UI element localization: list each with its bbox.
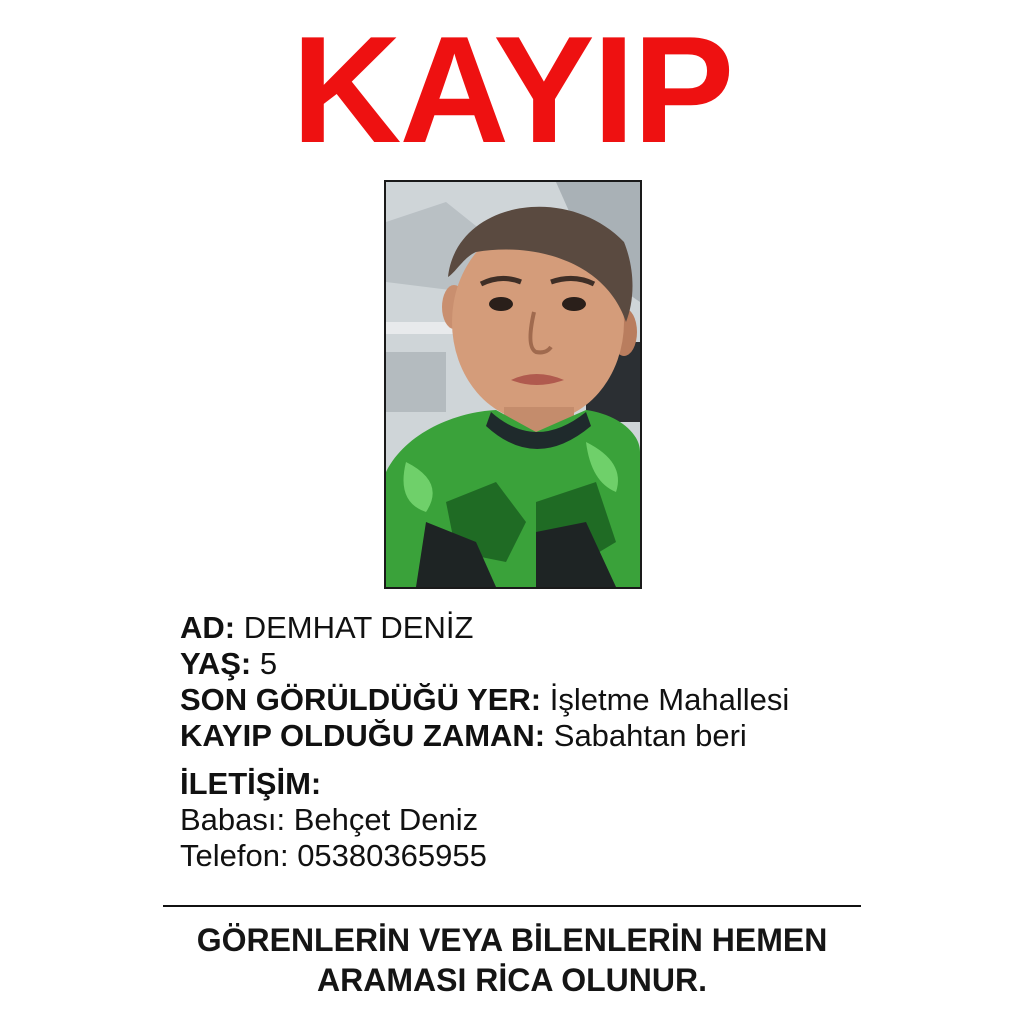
missing-child-photo [384, 180, 642, 589]
field-name-value: DEMHAT DENİZ [243, 610, 474, 645]
field-name [180, 610, 900, 646]
field-age-value: 5 [259, 646, 278, 681]
field-last-seen [180, 682, 900, 718]
field-missing-since-value: Sabahtan beri [553, 718, 747, 753]
field-last-seen-value: İşletme Mahallesi [549, 682, 790, 717]
divider-line [163, 905, 861, 907]
poster-title: KAYIP [291, 5, 733, 175]
missing-person-details [180, 610, 900, 874]
field-missing-since [180, 718, 900, 754]
contact-phone: Telefon: 05380365955 [180, 838, 487, 873]
appeal-line-2: ARAMASI RİCA OLUNUR. [317, 962, 707, 998]
field-age [180, 646, 900, 682]
field-missing-since-label: KAYIP OLDUĞU ZAMAN: [180, 718, 546, 753]
field-name-label: AD: [180, 610, 236, 645]
contact-father: Babası: Behçet Deniz [180, 802, 479, 837]
field-last-seen-label: SON GÖRÜLDÜĞÜ YER: [180, 682, 542, 717]
appeal-footer [100, 920, 924, 1000]
field-age-label: YAŞ: [180, 646, 252, 681]
appeal-line-1: GÖRENLERİN VEYA BİLENLERİN HEMEN [196, 922, 828, 958]
contact-heading: İLETİŞİM: [180, 766, 322, 801]
